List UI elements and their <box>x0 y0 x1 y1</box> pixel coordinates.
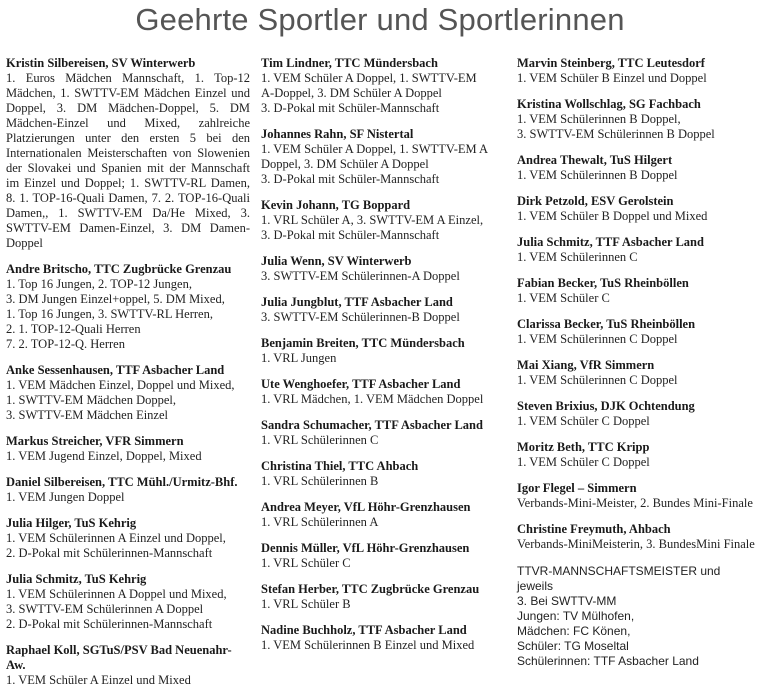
achievement-line: 3. SWTTV-EM Schülerinnen B Doppel <box>517 127 715 141</box>
achievement-line: 1. Top 16 Jungen, 3. SWTTV-RL Herren, <box>6 307 213 321</box>
athlete-entry <box>261 459 505 489</box>
athlete-name: Benjamin Breiten, TTC Mündersbach <box>261 336 465 350</box>
athlete-name: Steven Brixius, DJK Ochtendung <box>517 399 695 413</box>
athlete-name: Ute Wenghoefer, TTF Asbacher Land <box>261 377 461 391</box>
athlete-name: Moritz Beth, TTC Kripp <box>517 440 650 454</box>
achievement-line: 1. VEM Schüler A Doppel, 1. SWTTV-EM A <box>261 142 489 156</box>
athlete-name: Mai Xiang, VfR Simmern <box>517 358 655 372</box>
athlete-entry <box>517 317 757 347</box>
athlete-name: Raphael Koll, SGTuS/PSV Bad Neuenahr-Aw. <box>6 643 232 672</box>
athlete-entry <box>261 500 505 530</box>
athlete-entry <box>6 56 250 251</box>
athlete-entry <box>261 418 505 448</box>
achievement-line: Verbands-Mini-Meister, 2. Bundes Mini-Finale <box>517 496 753 510</box>
achievement-line: 1. VRL Schülerinnen A <box>261 515 379 529</box>
achievement-line: 1. VEM Mädchen Einzel, Doppel und Mixed, <box>6 378 235 392</box>
achievement-line: 3. SWTTV-EM Schülerinnen-B Doppel <box>261 310 460 324</box>
achievement-line: A-Doppel, 3. DM Schüler A Doppel <box>261 86 442 100</box>
athlete-name: Sandra Schumacher, TTF Asbacher Land <box>261 418 483 432</box>
achievement-line: 1. VEM Schülerinnen B Einzel und Mixed <box>261 638 475 652</box>
team-champion-line: Mädchen: FC Könen, <box>517 624 631 638</box>
achievement-line: 1. VEM Schülerinnen C Doppel <box>517 373 678 387</box>
athlete-entry <box>261 377 505 407</box>
team-champion-line: Schülerinnen: TTF Asbacher Land <box>517 654 699 668</box>
achievement-line: 1. VEM Jugend Einzel, Doppel, Mixed <box>6 449 202 463</box>
athlete-entry <box>6 262 250 352</box>
athlete-name: Nadine Buchholz, TTF Asbacher Land <box>261 623 467 637</box>
achievement-line: 2. 1. TOP-12-Quali Herren <box>6 322 141 336</box>
athlete-entry <box>6 572 250 632</box>
athlete-entry <box>261 254 505 284</box>
athlete-entry <box>261 336 505 366</box>
athlete-name: Christina Thiel, TTC Ahbach <box>261 459 419 473</box>
achievement-line: 1. VEM Schüler A Doppel, 1. SWTTV-EM <box>261 71 477 85</box>
athlete-entry <box>517 522 757 552</box>
page-title: Geehrte Sportler und Sportlerinnen <box>135 2 625 37</box>
achievement-line: 1. VEM Schülerinnen A Doppel und Mixed, <box>6 587 227 601</box>
athlete-entry <box>261 541 505 571</box>
athlete-name: Julia Schmitz, TTF Asbacher Land <box>517 235 704 249</box>
achievement-line: 3. SWTTV-EM Mädchen Einzel <box>6 408 168 422</box>
athlete-name: Igor Flegel – Simmern <box>517 481 637 495</box>
achievement-line: 1. VEM Schüler B Doppel und Mixed <box>517 209 708 223</box>
achievement-line: 1. Top 16 Jungen, 2. TOP-12 Jungen, <box>6 277 192 291</box>
athlete-entry <box>517 358 757 388</box>
athlete-entry <box>6 363 250 423</box>
athlete-entry <box>261 295 505 325</box>
athlete-entry <box>261 56 505 116</box>
athlete-entry <box>517 399 757 429</box>
achievement-line: 3. D-Pokal mit Schüler-Mannschaft <box>261 172 440 186</box>
athlete-entry <box>6 516 250 561</box>
achievement-line: 1. VEM Jungen Doppel <box>6 490 125 504</box>
team-champion-line: 3. Bei SWTTV-MM <box>517 594 617 608</box>
athlete-name: Stefan Herber, TTC Zugbrücke Grenzau <box>261 582 480 596</box>
athlete-name: Andre Britscho, TTC Zugbrücke Grenzau <box>6 262 232 276</box>
athlete-entry <box>517 153 757 183</box>
athlete-name: Christine Freymuth, Ahbach <box>517 522 671 536</box>
athlete-name: Andrea Thewalt, TuS Hilgert <box>517 153 673 167</box>
achievement-line: 1. VEM Schülerinnen B Doppel, <box>517 112 681 126</box>
achievement-line: 3. SWTTV-EM Schülerinnen-A Doppel <box>261 269 460 283</box>
athlete-name: Julia Hilger, TuS Kehrig <box>6 516 137 530</box>
athlete-entry <box>6 643 250 688</box>
athlete-name: Johannes Rahn, SF Nistertal <box>261 127 414 141</box>
column-3 <box>517 56 757 669</box>
athlete-entry <box>6 475 250 505</box>
athlete-name: Dennis Müller, VfL Höhr-Grenzhausen <box>261 541 470 555</box>
achievement-line: 7. 2. TOP-12-Q. Herren <box>6 337 125 351</box>
athlete-entry <box>517 97 757 142</box>
athlete-name: Kevin Johann, TG Boppard <box>261 198 411 212</box>
achievement-line: 1. VEM Schülerinnen C <box>517 250 638 264</box>
achievement-line: 1. VEM Schüler C Doppel <box>517 455 650 469</box>
achievement-line: 2. D-Pokal mit Schülerinnen-Mannschaft <box>6 546 213 560</box>
athlete-name: Daniel Silbereisen, TTC Mühl./Urmitz-Bhf. <box>6 475 238 489</box>
athlete-name: Kristin Silbereisen, SV Winterwerb <box>6 56 196 70</box>
athlete-entry <box>517 481 757 511</box>
athlete-entry <box>261 623 505 653</box>
athlete-name: Julia Wenn, SV Winterwerb <box>261 254 412 268</box>
achievement-line: 3. D-Pokal mit Schüler-Mannschaft <box>261 228 440 242</box>
athlete-entry <box>517 276 757 306</box>
athlete-entry <box>517 56 757 86</box>
achievement-line: 1. VEM Schülerinnen B Doppel <box>517 168 678 182</box>
athlete-name: Tim Lindner, TTC Mündersbach <box>261 56 438 70</box>
athlete-name: Fabian Becker, TuS Rheinböllen <box>517 276 689 290</box>
achievement-line: 1. VEM Schülerinnen A Einzel und Doppel, <box>6 531 226 545</box>
athlete-name: Clarissa Becker, TuS Rheinböllen <box>517 317 696 331</box>
achievement-line: 1. VEM Schüler A Einzel und Mixed <box>6 673 191 687</box>
achievement-line: 1. VEM Schüler B Einzel und Doppel <box>517 71 707 85</box>
team-champions-section <box>517 564 757 669</box>
column-1 <box>6 56 250 699</box>
athlete-entry <box>517 440 757 470</box>
athlete-entry <box>261 582 505 612</box>
team-champion-line: Schüler: TG Moseltal <box>517 639 629 653</box>
athlete-entry <box>6 434 250 464</box>
achievement-line: Verbands-MiniMeisterin, 3. BundesMini Finale <box>517 537 755 551</box>
achievement-line: Doppel, 3. DM Schüler A Doppel <box>261 157 429 171</box>
achievement-line: 1. VEM Schülerinnen C Doppel <box>517 332 678 346</box>
column-2 <box>261 56 505 664</box>
achievement-line: 1. Euros Mädchen Mannschaft, 1. Top-12 Mädchen, 1. SWTTV-EM Mädchen Einzel und Doppel, 3. DM Mädchen-Doppel, 5. DM Mädchen-Einzel und Mixed, zahlreiche Platzierungen unter den ersten 5 bei den Internationalen Meisterschaften von Slowenien der Slovakei und Spanien mit der Mannschaft im Einzel und Doppel; 1. SWTTV-RL Damen, 8. 1. TOP-16-Quali Damen, 7. 2. TOP-16-Quali Damen,, 1. SWTTV-EM Da/He Mixed, 3. SWTTV-EM Damen-Einzel, 3. DM Damen-Doppel <box>6 71 250 250</box>
achievement-line: 1. VRL Schüler C <box>261 556 351 570</box>
athlete-name: Anke Sessenhausen, TTF Asbacher Land <box>6 363 225 377</box>
athlete-name: Kristina Wollschlag, SG Fachbach <box>517 97 701 111</box>
athlete-name: Julia Jungblut, TTF Asbacher Land <box>261 295 453 309</box>
athlete-entry <box>261 198 505 243</box>
achievement-line: 1. VRL Schüler A, 3. SWTTV-EM A Einzel, <box>261 213 484 227</box>
achievement-line: 3. D-Pokal mit Schüler-Mannschaft <box>261 101 440 115</box>
achievement-line: 1. VRL Schülerinnen C <box>261 433 379 447</box>
achievement-line: 1. VRL Schüler B <box>261 597 351 611</box>
athlete-entry <box>517 194 757 224</box>
athlete-entry <box>261 127 505 187</box>
achievement-line: 1. VRL Mädchen, 1. VEM Mädchen Doppel <box>261 392 484 406</box>
achievement-line: 2. D-Pokal mit Schülerinnen-Mannschaft <box>6 617 213 631</box>
athlete-name: Julia Schmitz, TuS Kehrig <box>6 572 147 586</box>
achievement-line: 1. VEM Schüler C <box>517 291 610 305</box>
achievement-line: 3. SWTTV-EM Schülerinnen A Doppel <box>6 602 204 616</box>
team-champions-title: TTVR-MANNSCHAFTSMEISTER und jeweils <box>517 564 721 593</box>
team-champion-line: Jungen: TV Mülhofen, <box>517 609 635 623</box>
achievement-line: 1. SWTTV-EM Mädchen Doppel, <box>6 393 176 407</box>
athlete-name: Dirk Petzold, ESV Gerolstein <box>517 194 674 208</box>
achievement-line: 1. VRL Jungen <box>261 351 337 365</box>
achievement-line: 1. VEM Schüler C Doppel <box>517 414 650 428</box>
achievement-line: 3. DM Jungen Einzel+oppel, 5. DM Mixed, <box>6 292 225 306</box>
athlete-entry <box>517 235 757 265</box>
athlete-name: Marvin Steinberg, TTC Leutesdorf <box>517 56 705 70</box>
athlete-name: Andrea Meyer, VfL Höhr-Grenzhausen <box>261 500 471 514</box>
athlete-name: Markus Streicher, VFR Simmern <box>6 434 184 448</box>
achievement-line: 1. VRL Schülerinnen B <box>261 474 379 488</box>
